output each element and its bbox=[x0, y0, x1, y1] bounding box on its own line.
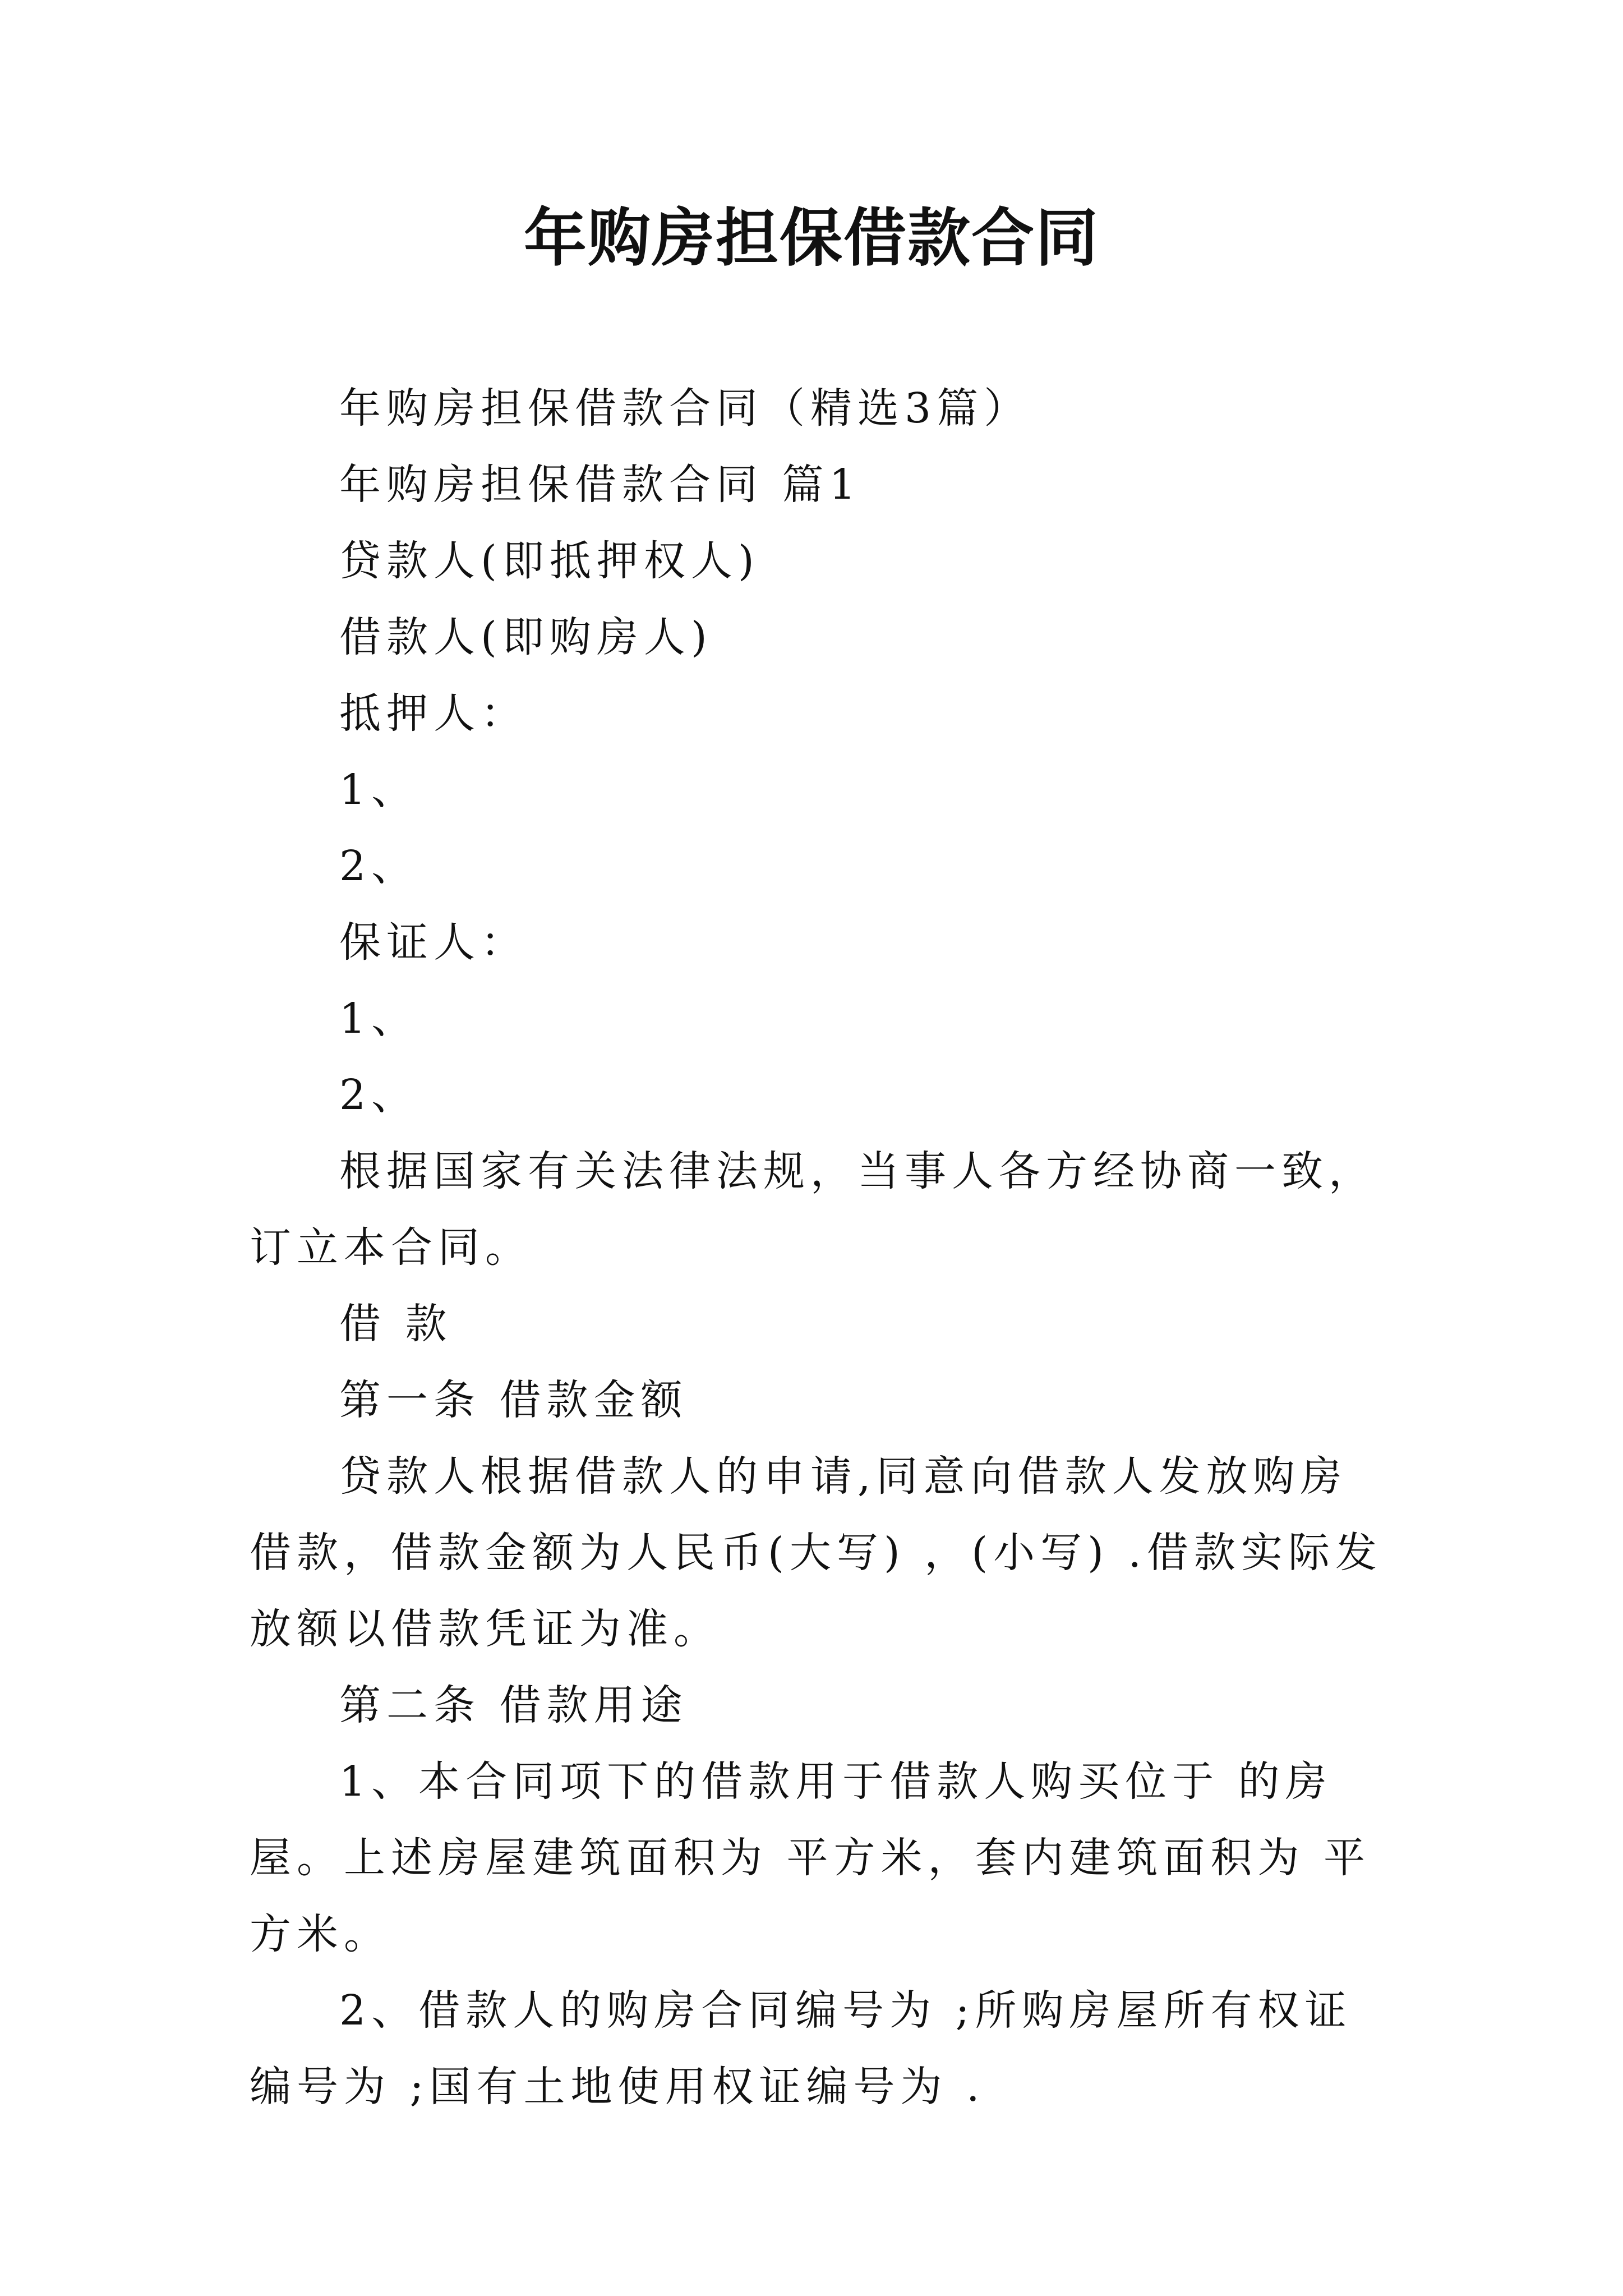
paragraph-chapter-loan: 借 款 bbox=[339, 1300, 453, 1348]
paragraph-section-heading: 年购房担保借款合同 篇1 bbox=[339, 461, 861, 509]
paragraph-mortgagor-2: 2、 bbox=[339, 842, 419, 890]
paragraph-mortgagor-1: 1、 bbox=[339, 766, 419, 814]
paragraph-borrower: 借款人(即购房人) bbox=[339, 613, 713, 661]
paragraph-lender: 贷款人(即抵押权人) bbox=[339, 537, 760, 585]
paragraph-article-2-heading: 第二条 借款用途 bbox=[339, 1681, 688, 1729]
paragraph-preamble: 根据国家有关法律法规，当事人各方经协商一致，订立本合同。 bbox=[250, 1147, 1376, 1272]
paragraph-article-1-heading: 第一条 借款金额 bbox=[339, 1376, 688, 1424]
document-body bbox=[250, 370, 1394, 2125]
paragraph-collection-title: 年购房担保借款合同（精选3篇） bbox=[339, 384, 1031, 432]
paragraph-article-1-body: 贷款人根据借款人的申请,同意向借款人发放购房借款，借款金额为人民币(大写) ，(小写) .借款实际发放额以借款凭证为准。 bbox=[250, 1452, 1383, 1653]
document-title: 年购房担保借款合同 bbox=[524, 202, 1099, 275]
paragraph-article-2-item-1: 1、本合同项下的借款用于借款人购买位于 的房屋。上述房屋建筑面积为 平方米，套内建筑面积为 平方米。 bbox=[250, 1757, 1371, 1958]
paragraph-mortgagor: 抵押人： bbox=[339, 689, 528, 738]
paragraph-article-2-item-2: 2、借款人的购房合同编号为 ;所购房屋所有权证编号为 ;国有土地使用权证编号为 . bbox=[250, 1986, 1352, 2111]
paragraph-guarantor: 保证人： bbox=[339, 918, 528, 967]
paragraph-guarantor-1: 1、 bbox=[339, 995, 419, 1043]
paragraph-guarantor-2: 2、 bbox=[339, 1071, 419, 1119]
